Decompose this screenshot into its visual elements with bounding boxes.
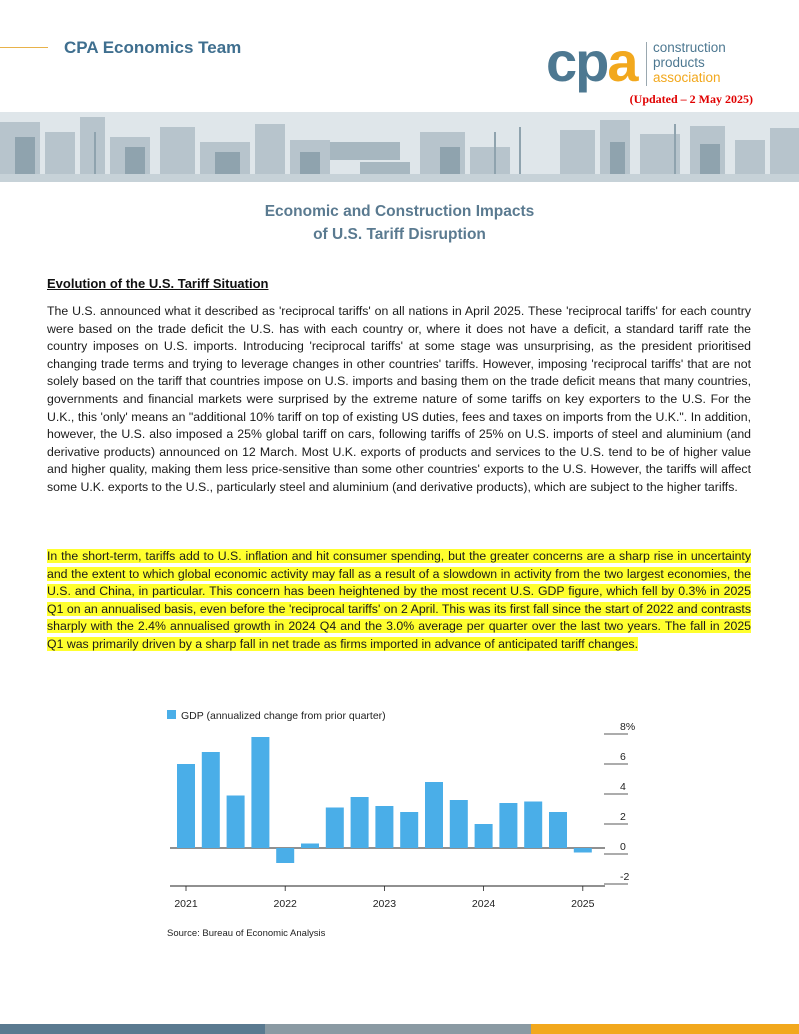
footer-bar-orange [531,1024,799,1034]
gdp-bar [276,848,294,863]
gdp-bar-chart [160,700,640,945]
gdp-bar [202,752,220,848]
paragraph-2 [47,548,751,654]
legend-swatch [167,710,176,719]
x-tick-label: 2024 [471,898,496,910]
x-tick-label: 2021 [174,898,198,910]
legend-label: GDP (annualized change from prior quarter) [181,710,386,722]
gdp-bar [251,737,269,848]
logo-words: construction products association [653,40,726,85]
cpa-logo [546,30,746,93]
logo-divider [646,42,647,86]
gdp-bar [549,812,567,848]
chart-grid [170,848,605,886]
gdp-bar [450,800,468,848]
x-tick-label: 2022 [273,898,297,910]
chart-y-ticks [604,721,635,884]
gdp-bar [177,764,195,848]
highlighted-text: In the short-term, tariffs add to U.S. inflation and hit consumer spending, but the greater concerns are a sharp rise in uncertainty and the extent to which global economic activity may fall as a result of a slowdown in activity from the two largest economies, the U.S. and China, in particular. This concern has been heightened by the most recent U.S. GDP figure, which fell by 0.3% in 2025 Q1 on an annualised basis, even before the 'reciprocal tariffs' on 2 April. This was its first fall since the start of 2022 and contrasts sharply with the 2.4% annualised growth in 2024 Q4 and the 3.0% average per quarter over the last two years. The fall in 2025 Q1 was primarily driven by a sharp fall in net trade as firms imported in advance of anticipated tariff changes. [47,549,751,651]
logo-letters: cpa [546,30,637,93]
document-title: Economic and Construction Impacts of U.S. Tariff Disruption [264,203,535,243]
x-tick-label: 2023 [372,898,397,910]
y-tick-label: 6 [620,751,626,763]
y-tick-label: 8% [620,721,636,733]
y-tick-label: -2 [620,871,630,883]
y-tick-label: 0 [620,841,626,853]
gdp-bar [227,796,245,849]
gdp-bar [326,808,344,849]
skyline-banner [0,112,799,182]
chart-x-ticks [174,886,594,910]
gdp-bar [425,782,443,848]
gdp-bar [475,824,493,848]
gdp-bar [351,797,369,848]
y-tick-label: 4 [620,781,626,793]
footer-bar-grey [265,1024,531,1034]
gdp-bar [301,844,319,849]
gdp-bar [499,803,517,848]
x-tick-label: 2025 [571,898,595,910]
gdp-bar [400,812,418,848]
gdp-bar [574,848,592,853]
y-tick-label: 2 [620,811,626,823]
chart-source: Source: Bureau of Economic Analysis [167,928,326,939]
header-rule [0,47,48,48]
chart-bars [177,737,592,863]
footer-bar-blue [0,1024,265,1034]
updated-date: (Updated – 2 May 2025) [629,92,753,106]
section-heading: Evolution of the U.S. Tariff Situation [47,276,269,291]
team-title: CPA Economics Team [64,38,242,57]
gdp-bar [524,802,542,849]
gdp-bar [375,806,393,848]
paragraph-1: The U.S. announced what it described as 'reciprocal tariffs' on all nations in April 2025. These 'reciprocal tariffs' for each country were based on the trade deficit the U.S. has with each country or, where it does not have a deficit, a standard tariff rate the country imposes on U.S. imports. Introducing 'reciprocal tariffs' at some stage was unsurprising, as the president prioritised changing trade terms and trying to leverage changes in other countries' tariffs. However, imposing 'reciprocal tariffs' that are not solely based on the tariff that countries impose on U.S. imports and basing them on the trade deficit means that many countries, governments and financial markets were surprised by the extreme nature of some tariffs on key exporters to the U.S. For the U.K., this 'only' means an "additional 10% tariff on top of existing US duties, fees and taxes on imports from the U.K.". In addition, however, the U.S. also imposed a 25% global tariff on cars, following tariffs of 25% on U.S. imports of steel and aluminium (and derivative products) announced on 12 March. Most U.K. exports of products and services to the U.S. tend to be of higher value and higher quality, making them less price-sensitive than some other countries' exports to the U.S. However, the tariffs will affect some U.K. exports to the U.S., particularly steel and aluminium (and derivative products), which are subject to the higher tariffs. [47,304,751,494]
